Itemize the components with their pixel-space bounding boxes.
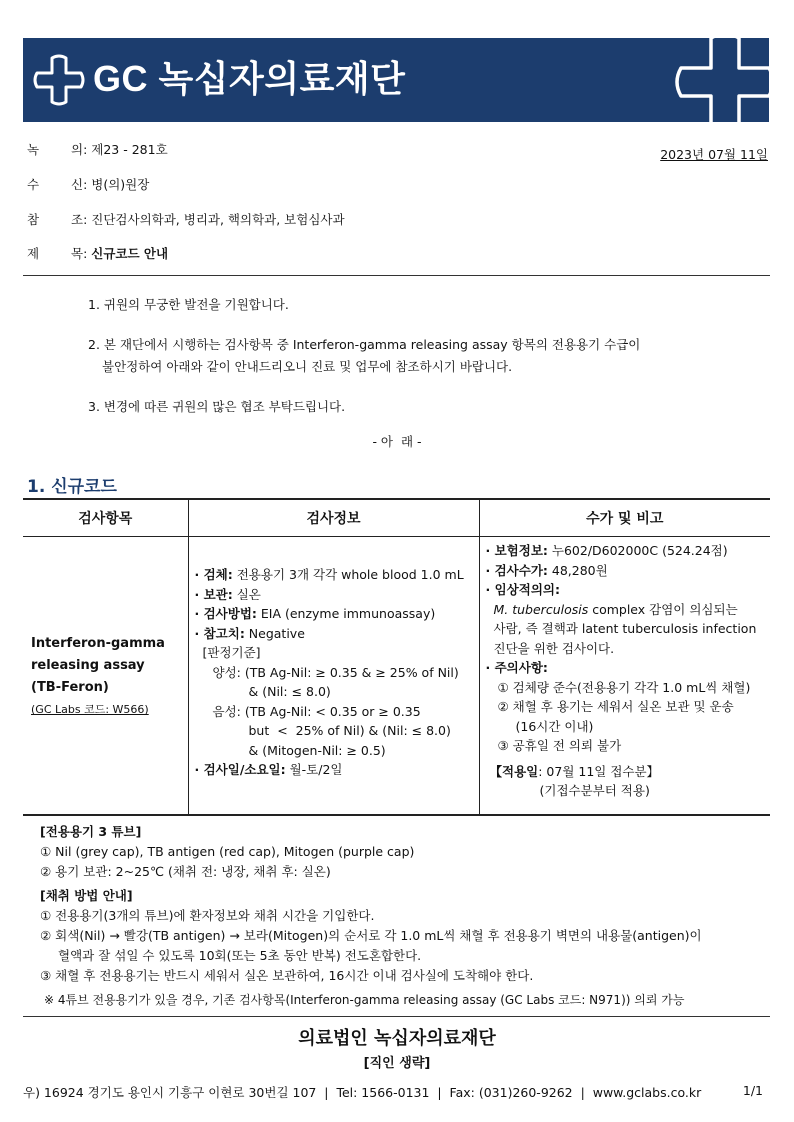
notes-section: [전용용기 3 튜브] ① Nil (grey cap), TB antigen (red cap), Mitogen (purple cap) ② 용기 보관: 2~25℃ (채취 전: 냉장, 채취 후: 실온) [채취 방법 안내] ① 전용용기(3개의 튜브)에 환자정보와 채취 시간을 기입한다. ② 회색(Nil) → 빨강(TB antigen) → 보라(Mitogen)의 순서로 각 1.0 mL씩 채혈 후 전용용기 벽면의 내용물(antigen)이 혈액과 잘 섞일 수 있도록 10회(또는 5초 동안 반복) 전도혼합한다. ③ 채혈 후 전용용기는 반드시 세워서 실온 보관하여, 16시간 이내 검사실에 도착해야 한다. ※ 4튜브 전용용기가 있을 경우, 기존 검사항목(Interferon-gamma releasing assay (GC Labs 코드: N971)) 의뢰 가능 xyxy=(40,822,760,1010)
reference: 진단검사의학과, 병리과, 핵의학과, 보험심사과 xyxy=(91,212,345,227)
header-banner xyxy=(23,38,769,122)
paragraph-3: 3. 변경에 따른 귀원의 많은 협조 부탁드립니다. xyxy=(88,399,346,414)
tube-heading: [전용용기 3 튜브] xyxy=(40,824,142,839)
decorative-cross-icon xyxy=(675,38,769,122)
collection-heading: [채취 방법 안내] xyxy=(40,888,133,903)
gc-labs-code: (GC Labs 코드: W566) xyxy=(31,703,149,717)
seal-omitted: [직인 생략] xyxy=(363,1056,431,1071)
section-title: 1. 신규코드 xyxy=(27,477,117,497)
recipient: 병(의)원장 xyxy=(91,177,150,192)
below-label: - 아 래 - xyxy=(372,434,422,449)
subject: 신규코드 안내 xyxy=(91,246,169,261)
header-test-item: 검사항목 xyxy=(23,499,188,537)
document-date: 2023년 07월 11일 xyxy=(660,147,768,162)
cell-test-info: · 검체: 전용용기 3개 각각 whole blood 1.0 mL · 보관: 실온 · 검사방법: EIA (enzyme immunoassay) · 참고치: Negative [판정기준] 양성: (TB Ag-Nil: ≥ 0.35 & ≥ 25% of Nil) & (Nil: ≤ 8.0) 음성: (TB Ag-Nil: < 0.35 or ≥ 0.35 but < 25% of Nil) & (Nil: ≤ 8.0) & (Mitogen-Nil: ≥ 0.5) · 검사일/소요일: 월-토/2일 xyxy=(188,537,479,815)
paragraph-1: 1. 귀원의 무궁한 발전을 기원합니다. xyxy=(88,297,289,312)
divider xyxy=(23,275,770,276)
header-test-info: 검사정보 xyxy=(188,499,479,537)
note: ※ 4튜브 전용용기가 있을 경우, 기존 검사항목(Interferon-gamma releasing assay (GC Labs 코드: N971)) 의뢰 가능 xyxy=(44,993,685,1007)
page-number: 1/1 xyxy=(742,1083,763,1098)
footer-divider xyxy=(23,1016,770,1017)
footer-address: 우) 16924 경기도 용인시 기흥구 이현로 30번길 107 | Tel: 1566-0131 | Fax: (031)260-9262 | www.gclabs.co.kr 1/1 xyxy=(23,1083,763,1100)
table-header-row xyxy=(23,499,770,537)
cell-fee-remarks: · 보험정보: 누602/D602000C (524.24점) · 검사수가: 48,280원 · 임상적의의: M. tuberculosis complex 감염이 의심되는 사람, 즉 결핵과 latent tuberculosis infection 진단을 위한 검사이다. · 주의사항: ① 검체량 준수(전용용기 각각 1.0 mL씩 채혈) ② 채혈 후 용기는 세워서 실온 보관 및 운송 (16시간 이내) ③ 공휴일 전 의뢰 불가 【적용일: 07월 11일 접수분】 (기접수분부터 적용) xyxy=(479,537,770,815)
footer-org: 의료법인 녹십자의료재단 xyxy=(298,1028,496,1049)
doc-number: 제23 - 281호 xyxy=(91,142,168,157)
gc-cross-logo-icon xyxy=(33,54,85,106)
table-row xyxy=(23,537,770,815)
new-code-table xyxy=(23,498,770,816)
logo-text: GC 녹십자의료재단 xyxy=(93,58,406,99)
header-fee-remarks: 수가 및 비고 xyxy=(479,499,770,537)
cell-test-item: Interferon-gamma releasing assay (TB-Feron) (GC Labs 코드: W566) xyxy=(23,537,188,815)
paragraph-2: 2. 본 재단에서 시행하는 검사항목 중 Interferon-gamma releasing assay 항목의 전용용기 수급이 불안정하여 아래와 같이 안내드리오니 진료 및 업무에 참조하시기 바랍니다. xyxy=(88,337,641,374)
